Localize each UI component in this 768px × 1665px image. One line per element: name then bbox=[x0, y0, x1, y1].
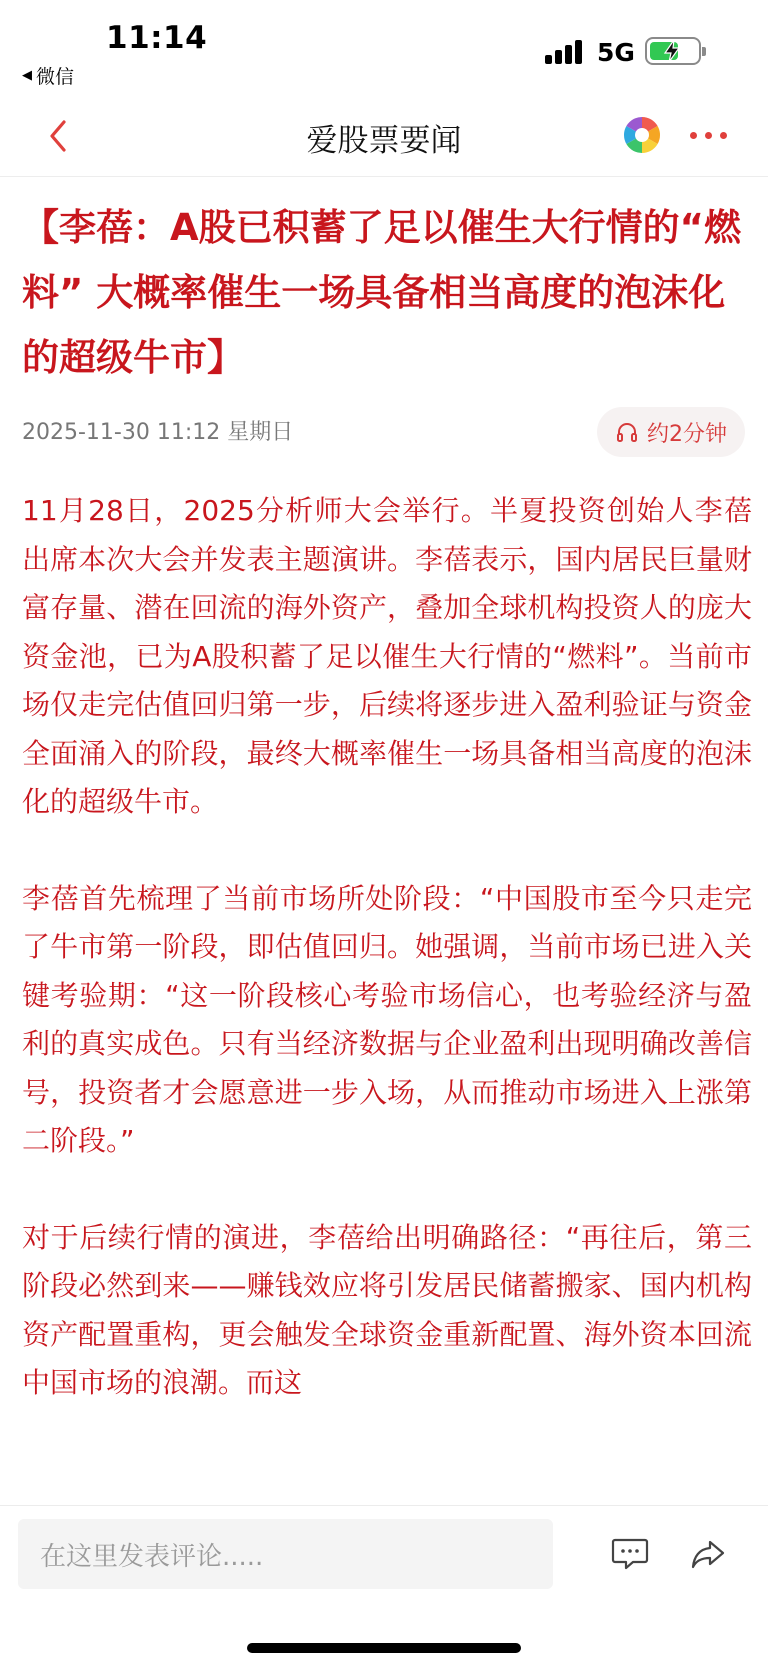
listen-audio-button[interactable] bbox=[597, 407, 745, 457]
back-triangle-icon: ◀ bbox=[22, 68, 32, 83]
page-title: 爱股票要闻 bbox=[306, 123, 462, 159]
more-options-icon[interactable] bbox=[690, 123, 734, 147]
article-datetime: 2025-11-30 11:12 星期日 bbox=[22, 420, 294, 445]
share-icon[interactable] bbox=[690, 1536, 726, 1572]
cellular-signal-icon bbox=[545, 40, 585, 64]
network-type: 5G bbox=[597, 38, 635, 67]
status-bar bbox=[0, 0, 768, 90]
back-app-label: 微信 bbox=[36, 66, 75, 88]
back-to-wechat-link[interactable] bbox=[22, 62, 74, 89]
home-indicator[interactable] bbox=[247, 1643, 521, 1653]
article-headline: 【李蓓：A股已积蓄了足以催生大行情的“燃料” 大概率催生一场具备相当高度的泡沫化的超级牛市】 bbox=[22, 206, 741, 379]
article-paragraph: 对于后续行情的演进，李蓓给出明确路径：“再往后，第三阶段必然到来——赚钱效应将引发居民储蓄搬家、国内机构资产配置重构，更会触发全球资金重新配置、海外资本回流中国市场的浪潮。而这 bbox=[22, 1220, 752, 1399]
comments-icon[interactable] bbox=[611, 1536, 649, 1572]
charging-bolt-icon bbox=[662, 39, 682, 63]
app-logo-icon[interactable] bbox=[622, 115, 662, 155]
article-paragraph: 11月28日，2025分析师大会举行。半夏投资创始人李蓓出席本次大会并发表主题演讲。李蓓表示，国内居民巨量财富存量、潜在回流的海外资产，叠加全球机构投资人的庞大资金池，已为A股积蓄了足以催生大行情的“燃料”。当前市场仅走完估值回归第一步，后续将逐步进入盈利验证与资金全面涌入的阶段，最终大概率催生一场具备相当高度的泡沫化的超级牛市。 bbox=[22, 494, 752, 818]
article-body bbox=[22, 487, 752, 1456]
article-paragraph: 李蓓首先梳理了当前市场所处阶段：“中国股市至今只走完了牛市第一阶段，即估值回归。她强调，当前市场已进入关键考验期：“这一阶段核心考验市场信心，也考验经济与盈利的真实成色。只有当经济数据与企业盈利出现明确改善信号，投资者才会愿意进一步入场，从而推动市场进入上涨第二阶段。” bbox=[22, 881, 752, 1157]
headphones-icon bbox=[615, 420, 639, 444]
comment-bar bbox=[0, 1505, 768, 1665]
status-time: 11:14 bbox=[106, 20, 208, 56]
nav-bar bbox=[0, 95, 768, 177]
comment-input[interactable]: 在这里发表评论..... bbox=[18, 1519, 553, 1589]
battery-icon bbox=[645, 37, 701, 65]
listen-duration-label: 约2分钟 bbox=[647, 421, 727, 447]
